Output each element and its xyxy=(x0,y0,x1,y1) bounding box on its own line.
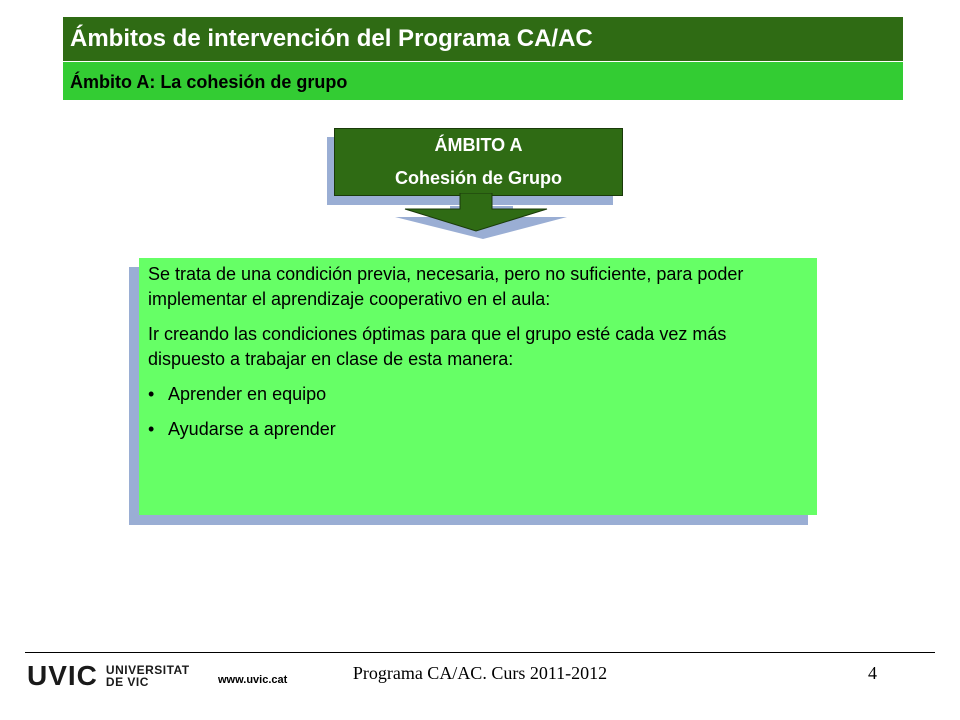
list-item xyxy=(148,382,807,407)
logo-line-1: UNIVERSITAT xyxy=(105,663,190,677)
ambito-box-name: Cohesión de Grupo xyxy=(394,168,562,188)
ambito-box xyxy=(334,128,623,196)
ambito-box-label: ÁMBITO A xyxy=(434,135,523,155)
list-item-text: Ayudarse a aprender xyxy=(168,419,336,439)
uvic-logo xyxy=(27,662,190,690)
bullet-list xyxy=(148,382,807,442)
logo-mark: UVIC xyxy=(27,660,98,691)
slide-subtitle: Ámbito A: La cohesión de grupo xyxy=(63,62,903,100)
bullet-icon: • xyxy=(148,419,155,439)
logo-text xyxy=(106,664,190,688)
website-link[interactable]: www.uvic.cat xyxy=(218,674,288,686)
list-item-text: Aprender en equipo xyxy=(168,384,327,404)
down-arrow-icon xyxy=(395,193,567,239)
slide-title: Ámbitos de intervención del Programa CA/AC xyxy=(63,17,903,61)
bullet-icon: • xyxy=(148,384,155,404)
logo-line-2: DE VIC xyxy=(105,675,149,689)
footer-divider xyxy=(25,652,935,653)
footer-text: Programa CA/AC. Curs 2011-2012 xyxy=(352,663,608,683)
list-item xyxy=(148,417,807,442)
page-number: 4 xyxy=(868,663,877,683)
content-paragraph-2: Ir creando las condiciones óptimas para que el grupo esté cada vez más dispuesto a trabajar en clase de esta manera: xyxy=(148,324,727,369)
content-box xyxy=(139,258,817,515)
content-paragraph-1: Se trata de una condición previa, necesaria, pero no suficiente, para poder implementar el aprendizaje cooperativo en el aula: xyxy=(148,264,744,309)
